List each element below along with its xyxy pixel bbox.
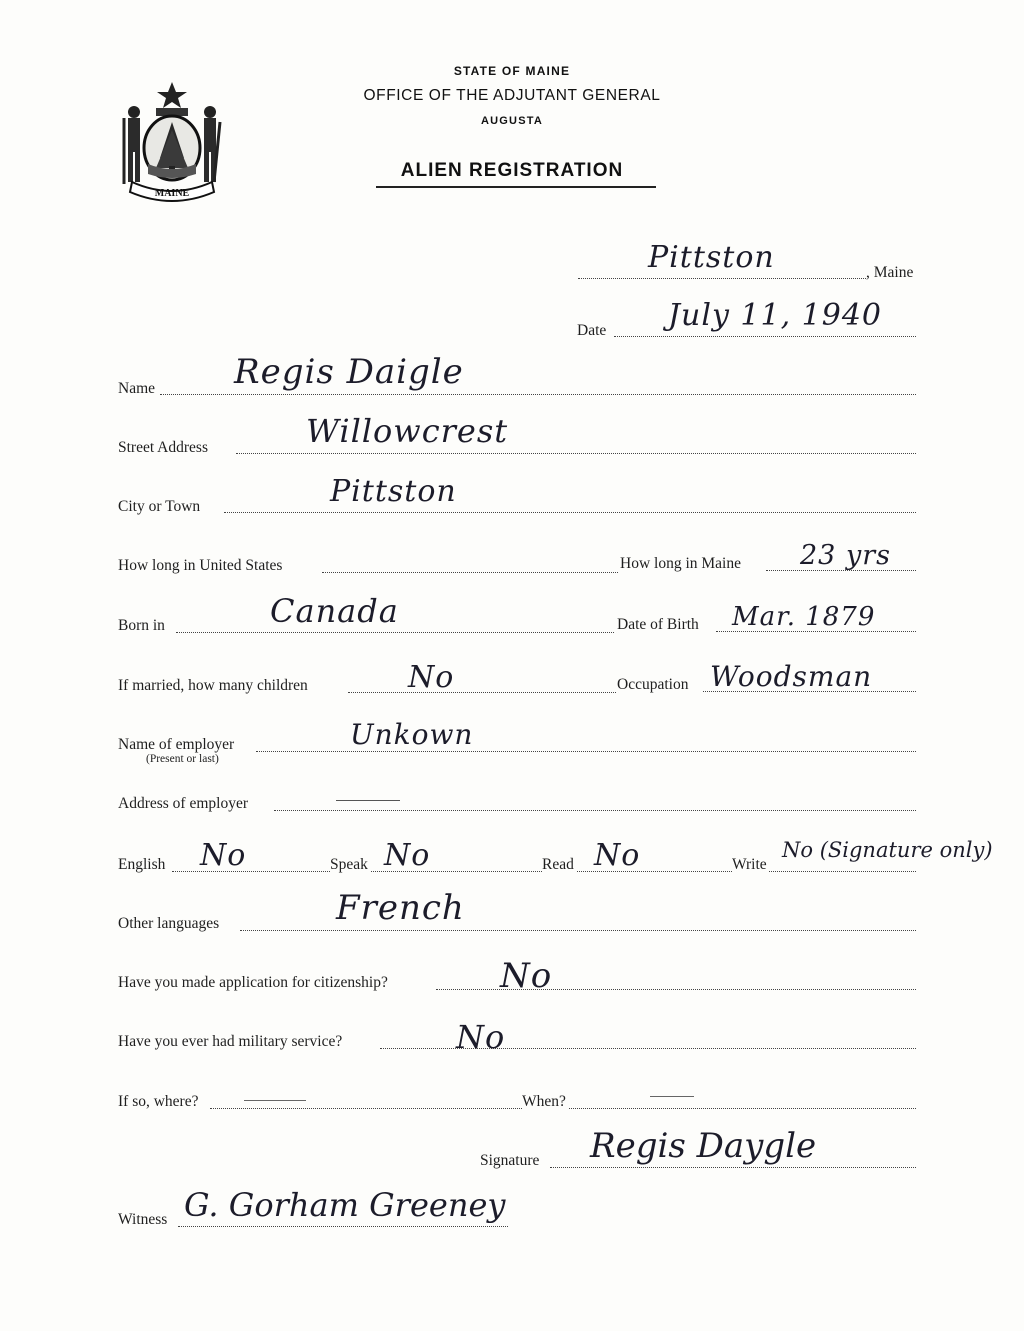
how-long-us-label: How long in United States <box>118 557 283 574</box>
employer-note: (Present or last) <box>146 753 219 765</box>
born-in-label: Born in <box>118 617 165 634</box>
date-of-birth-label: Date of Birth <box>617 616 699 633</box>
read-label: Read <box>542 856 574 873</box>
title-underline <box>376 186 656 188</box>
employer-address-label: Address of employer <box>118 795 248 812</box>
where-label: If so, where? <box>118 1093 199 1110</box>
town-suffix-label: , Maine <box>866 264 914 281</box>
witness-value: G. Gorham Greeney <box>184 1186 506 1224</box>
military-service-value: No <box>456 1018 506 1056</box>
date-label: Date <box>577 322 607 339</box>
children-label: If married, how many children <box>118 677 308 694</box>
form-title: ALIEN REGISTRATION <box>400 160 624 181</box>
city-heading: AUGUSTA <box>481 115 543 127</box>
witness-field-line <box>178 1226 508 1227</box>
street-address-value: Willowcrest <box>306 412 509 450</box>
other-languages-value: French <box>336 888 465 928</box>
read-value: No <box>594 838 641 873</box>
other-languages-label: Other languages <box>118 915 220 932</box>
children-field-line <box>348 692 618 693</box>
employer-address-dash <box>336 800 400 801</box>
street-address-label: Street Address <box>118 439 208 456</box>
english-value: No <box>200 838 247 873</box>
town-field-line <box>578 278 866 279</box>
city-or-town-value: Pittston <box>330 474 457 509</box>
city-field-line <box>224 512 916 513</box>
employer-field-line <box>256 751 916 752</box>
signature-value: Regis Daygle <box>590 1126 817 1166</box>
occupation-value: Woodsman <box>710 660 873 693</box>
english-label: English <box>118 856 166 873</box>
seal-motto-text: MAINE <box>154 188 190 199</box>
name-field-line <box>160 394 916 395</box>
town-value: Pittston <box>648 240 775 275</box>
office-heading: OFFICE OF THE ADJUTANT GENERAL <box>363 87 661 104</box>
signature-label: Signature <box>480 1152 540 1169</box>
date-of-birth-value: Mar. 1879 <box>732 602 876 632</box>
date-field-line <box>614 336 916 337</box>
other-languages-field-line <box>240 930 916 931</box>
witness-label: Witness <box>118 1211 168 1228</box>
how-long-maine-value: 23 yrs <box>800 540 891 571</box>
city-or-town-label: City or Town <box>118 498 201 515</box>
citizenship-value: No <box>500 956 553 996</box>
where-dash <box>244 1100 306 1101</box>
employer-label: Name of employer <box>118 736 235 753</box>
date-value: July 11, 1940 <box>668 298 883 333</box>
born-in-field-line <box>176 632 614 633</box>
write-label: Write <box>732 856 767 873</box>
employer-value: Unkown <box>350 718 474 751</box>
speak-label: Speak <box>330 856 368 873</box>
military-service-label: Have you ever had military service? <box>118 1033 343 1050</box>
signature-field-line <box>550 1167 916 1168</box>
name-label: Name <box>118 380 156 397</box>
state-heading: STATE OF MAINE <box>453 64 571 78</box>
employer-address-field-line <box>274 810 916 811</box>
born-in-value: Canada <box>270 592 399 630</box>
citizenship-label: Have you made application for citizenship? <box>118 974 388 991</box>
street-field-line <box>236 453 916 454</box>
speak-value: No <box>384 838 431 873</box>
write-value: No (Signature only) <box>782 838 993 862</box>
how-long-maine-label: How long in Maine <box>620 555 741 572</box>
when-label: When? <box>522 1093 566 1110</box>
how-long-us-field-line <box>322 572 618 573</box>
occupation-label: Occupation <box>617 676 689 693</box>
children-value: No <box>408 660 455 695</box>
when-dash <box>650 1096 694 1097</box>
name-value: Regis Daigle <box>234 352 464 392</box>
